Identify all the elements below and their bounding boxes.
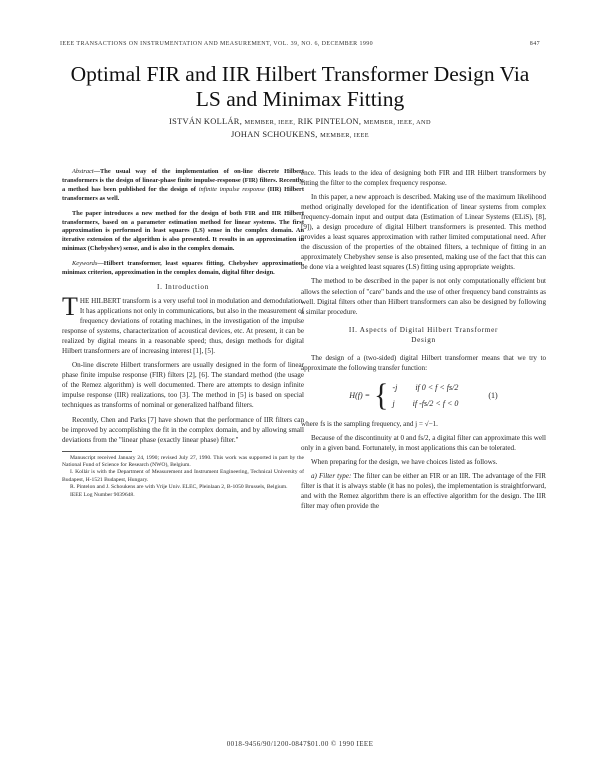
title-line-1: Optimal FIR and IIR Hilbert Transformer Design Via [70, 62, 530, 86]
equation-case-1 [392, 383, 458, 393]
equation-case-2 [392, 399, 458, 409]
journal-header: IEEE TRANSACTIONS ON INSTRUMENTATION AND MEASUREMENT, VOL. 39, NO. 6, DECEMBER 1990 [60, 41, 374, 47]
filter-type-label: a) Filter type: [311, 472, 352, 481]
section-heading-aspects [301, 325, 546, 345]
author-schoukens: JOHAN SCHOUKENS, [231, 130, 318, 139]
right-column [301, 168, 546, 515]
abstract-text-end: (IIR) Hilbert transformers as well. [62, 185, 304, 202]
right-paragraph-1: ence. This leads to the idea of designing both FIR and IIR Hilbert transformers by fitting the filter to the complex frequency response. [301, 169, 546, 188]
running-head [60, 41, 540, 47]
author-kollar-membership: MEMBER, IEEE, [244, 119, 296, 126]
filter-type-text: The filter can be either an FIR or an IIR. The advantage of the FIR filter is that it is always stable (it has no poles), the implementation is straightforward, and with the Remez algorithm there is an effective algorithm for the design. The IIR filter may often provide the [301, 472, 546, 511]
footnotes [62, 455, 304, 499]
keywords [62, 260, 304, 278]
authors-line-2 [60, 129, 540, 142]
section-heading-introduction: I. Introduction [156, 282, 210, 291]
right-paragraph-3: The method to be described in the paper is not only computationally efficient but allows the selection of "care" bands and the use of other frequency band constraints as well. Digital filters other than Hilbert transformers can also be designed by following a similar procedure. [301, 277, 546, 316]
keywords-text: —Hilbert transformer, least squares fitting, Chebyshev approximation, minimax criterion, approximation in the complex domain, digital filter design. [62, 260, 304, 277]
paper-title [40, 62, 560, 112]
left-column [62, 168, 304, 499]
footnote-rule [62, 451, 132, 452]
right-paragraph-2: In this paper, a new approach is described. Making use of the maximum likelihood method originally developed for the identification of linear systems from complex frequency-domain input and output data (Estimation of Linear Systems (ELiS), [8], [9]), a design procedure of digital Hilbert transformers is presented. This method provides a least squares approximation with rather limited computational need. After the discussion of the properties of the obtained filters, a technique of fitting in an approximately Chebyshev sense is also presented, making use of the fact that this can be done via a weighted least squares (LS) fitting using appropriate weights. [301, 193, 546, 272]
title-line-2: LS and Minimax Fitting [195, 87, 405, 111]
equation-1 [301, 377, 546, 415]
equation-brace: { [374, 377, 389, 413]
right-paragraph-8 [301, 471, 546, 511]
drop-cap: T [62, 292, 78, 322]
author-block [60, 116, 540, 142]
footnote-manuscript: Manuscript received January 24, 1990; revised July 27, 1990. This work was supported in part by the National Fund of Science for Research (NWO), Belgium. [62, 454, 304, 469]
author-schoukens-membership: MEMBER, IEEE [320, 132, 369, 139]
footnote-kollar: I. Kollár is with the Department of Measurement and Instrument Engineering, Technical University of Budapest, H-1521 Budapest, Hungary. [62, 469, 304, 483]
intro-paragraph-3: Recently, Chen and Parks [7] have shown that the performance of IIR filters can be improved by accomplishing the fit in the complex domain, and by allowing small deviations from the "linear phase (exactly linear phase) filter." [62, 415, 304, 444]
equation-cases [392, 383, 458, 409]
equation-case-1-value: -j [392, 382, 398, 392]
keywords-label: Keywords [72, 260, 98, 268]
author-pintelon-membership: MEMBER, IEEE, AND [363, 119, 431, 126]
abstract-paragraph-1 [62, 168, 304, 204]
footnote-pintelon-schoukens: R. Pintelon and J. Schoukens are with Vrije Univ. ELEC, Pleinlaan 2, B-1050 Brussels, Belgium. [70, 484, 288, 491]
right-paragraph-7: When preparing for the design, we have choices listed as follows. [311, 457, 498, 466]
copyright-line: 0018-9456/90/1200-0847$01.00 © 1990 IEEE [226, 740, 374, 748]
abstract-label: Abstract [72, 168, 94, 175]
equation-lhs: H(f) = [349, 390, 371, 400]
right-paragraph-5: where fs is the sampling frequency, and j = √−1. [301, 419, 438, 428]
intro-paragraph-2: On-line discrete Hilbert transformers are usually designed in the form of linear phase finite impulse response (FIR) filters [2], [6]. The standard method (the usage of the Remez algorithm) is well documented. There are attempts to design infinite impulse response (IIR) realizations, too [3]. The method in [5] is based on special techniques as transforms of nominal or generalized halfband filters. [62, 361, 304, 410]
equation-number: (1) [488, 390, 498, 400]
intro-paragraph-1 [62, 292, 304, 356]
section-heading-aspects-line-2: Design [411, 335, 436, 344]
abstract-text-start: —The usual way of the implementation of on-line discrete Hilbert transformers is the design of linear-phase finite impulse-response (FIR) filters. Recently, a method has been published for the design of [62, 168, 304, 193]
page-number: 847 [529, 41, 540, 47]
author-kollar: ISTVÁN KOLLÁR, [169, 117, 243, 126]
equation-case-2-value: j [392, 398, 395, 408]
authors-line-1 [60, 116, 540, 129]
footnote-log-number: IEEE Log Number 9039648. [70, 491, 135, 498]
equation-case-2-condition: if -fs/2 < f < 0 [412, 398, 459, 408]
abstract-text-2: The paper introduces a new method for the design of both FIR and IIR Hilbert transformers, based on a parameter estimation method for linear systems. The first approximation is performed in least squares (LS) sense in the complex domain. An iterative extension of the algorithm is also presented. It results in an approximation in minimax (Chebyshev) sense, and is also in the complex domain. [62, 209, 304, 253]
abstract-text-italic: infinite impulse response [198, 185, 265, 193]
equation-case-1-condition: if 0 < f < fs/2 [415, 382, 459, 392]
author-pintelon: RIK PINTELON, [297, 117, 362, 126]
abstract-paragraph-2 [62, 210, 304, 255]
right-paragraph-4: The design of a (two-sided) digital Hilbert transformer means that we try to approximate the following transfer function: [301, 353, 546, 372]
intro-paragraph-1-text: HE HILBERT transform is a very useful tool in modulation and demodulation. It has applications not only in communications, but also in the measurement of frequency deviations of rotating machines, in the investigation of the impulse response of systems, characterization of acoustical devices, etc. At present, it can be realized by digital means in a reasonable speed; thus, design methods for digital Hilbert transformers are of increasing interest [1], [5]. [62, 297, 304, 356]
section-heading-aspects-line-1: II. Aspects of Digital Hilbert Transformer [348, 325, 499, 334]
right-paragraph-6: Because of the discontinuity at 0 and fs/2, a digital filter can approximate this well only in a given band. Fortunately, in most applications this can be tolerated. [301, 433, 546, 452]
